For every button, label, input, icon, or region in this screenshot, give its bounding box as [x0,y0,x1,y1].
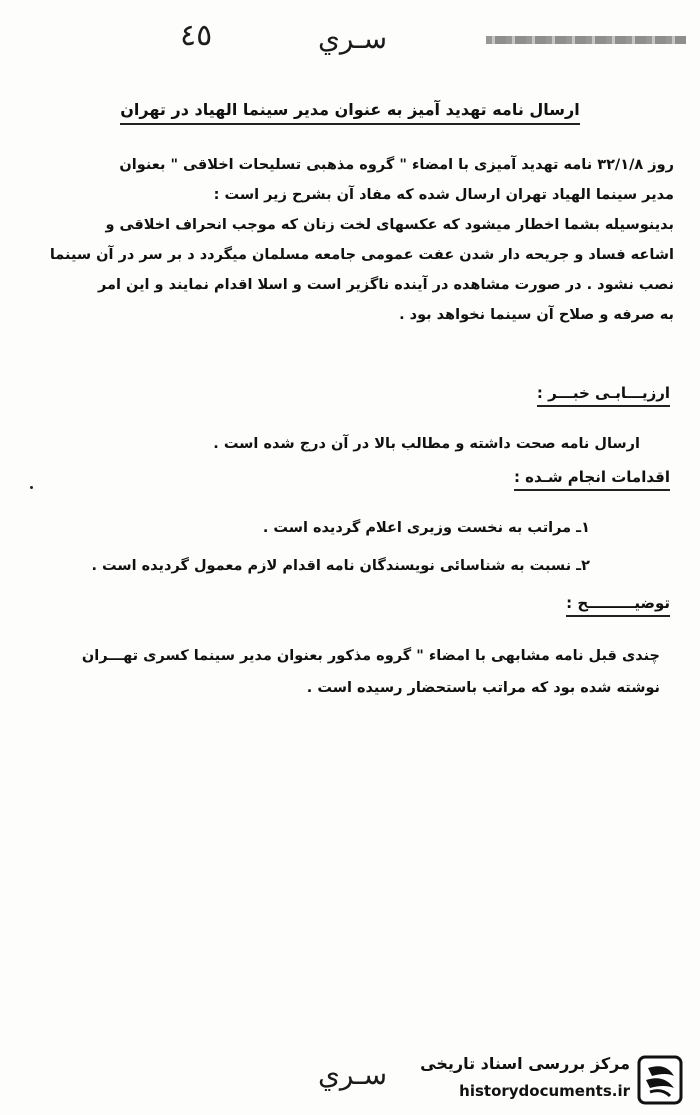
note-body [20,640,660,704]
body-line: روز ۳۲/۱/۸ نامه تهدید آمیزی با امضاء " گروه مذهبی تسلیحات اخلاقی " بعنوان [119,157,674,173]
actions-heading-text: اقدامات انجام شـده : [514,468,670,491]
note-heading-text: توضیـــــــــح : [566,594,670,617]
actions-heading [514,468,670,486]
evaluation-text: ارسال نامه صحت داشته و مطالب بالا در آن درج شده است . [213,436,640,452]
archive-logo-icon [636,1054,684,1106]
body-line: نصب نشود . در صورت مشاهده در آینده ناگزیر است و اسلا اقدام نمایند و این امر [98,277,674,293]
redaction-mark [486,36,686,44]
document-title-text: ارسال نامه تهدید آمیز به عنوان مدیر سینما الهیاد در تهران [120,100,579,125]
document-title [0,100,700,119]
note-line: چندی قبل نامه مشابهی با امضاء " گروه مذکور بعنوان مدیر سینما کسری تهـــران [81,648,660,664]
action-item: ۱ـ مراتب به نخست وزیری اعلام گردیده است . [262,520,590,536]
archive-logo-url: historydocuments.ir [459,1082,630,1100]
evaluation-heading-text: ارزیـــابـی خبـــر : [537,384,670,407]
ink-speck [30,486,33,489]
action-item: ۲ـ نسبت به شناسائی نویسندگان نامه اقدام لازم معمول گردیده است . [91,558,590,574]
body-line: بدینوسیله بشما اخطار میشود که عکسهای لخت زنان که موجب انحراف اخلاقی و [105,217,674,233]
body-line: مدیر سینما الهیاد تهران ارسال شده که مفاد آن بشرح زیر است : [213,187,674,203]
classification-stamp-top: سـري [318,22,388,55]
body-line: به صرفه و صلاح آن سینما نخواهد بود . [399,307,674,323]
note-line: نوشته شده بود که مراتب باستحضار رسیده است . [306,680,660,696]
note-heading [566,594,670,612]
archive-logo-title: مرکز بررسی اسناد تاریخی [420,1054,630,1073]
report-body [14,150,674,330]
classification-stamp-bottom: سـري [318,1058,388,1091]
evaluation-heading [537,384,670,402]
body-line: اشاعه فساد و جریحه دار شدن عفت عمومی جامعه مسلمان میگردد د بر سر در آن سینما [49,247,674,263]
handwritten-page-number: ٤٥ [180,18,213,53]
archive-watermark-logo [420,1050,690,1110]
